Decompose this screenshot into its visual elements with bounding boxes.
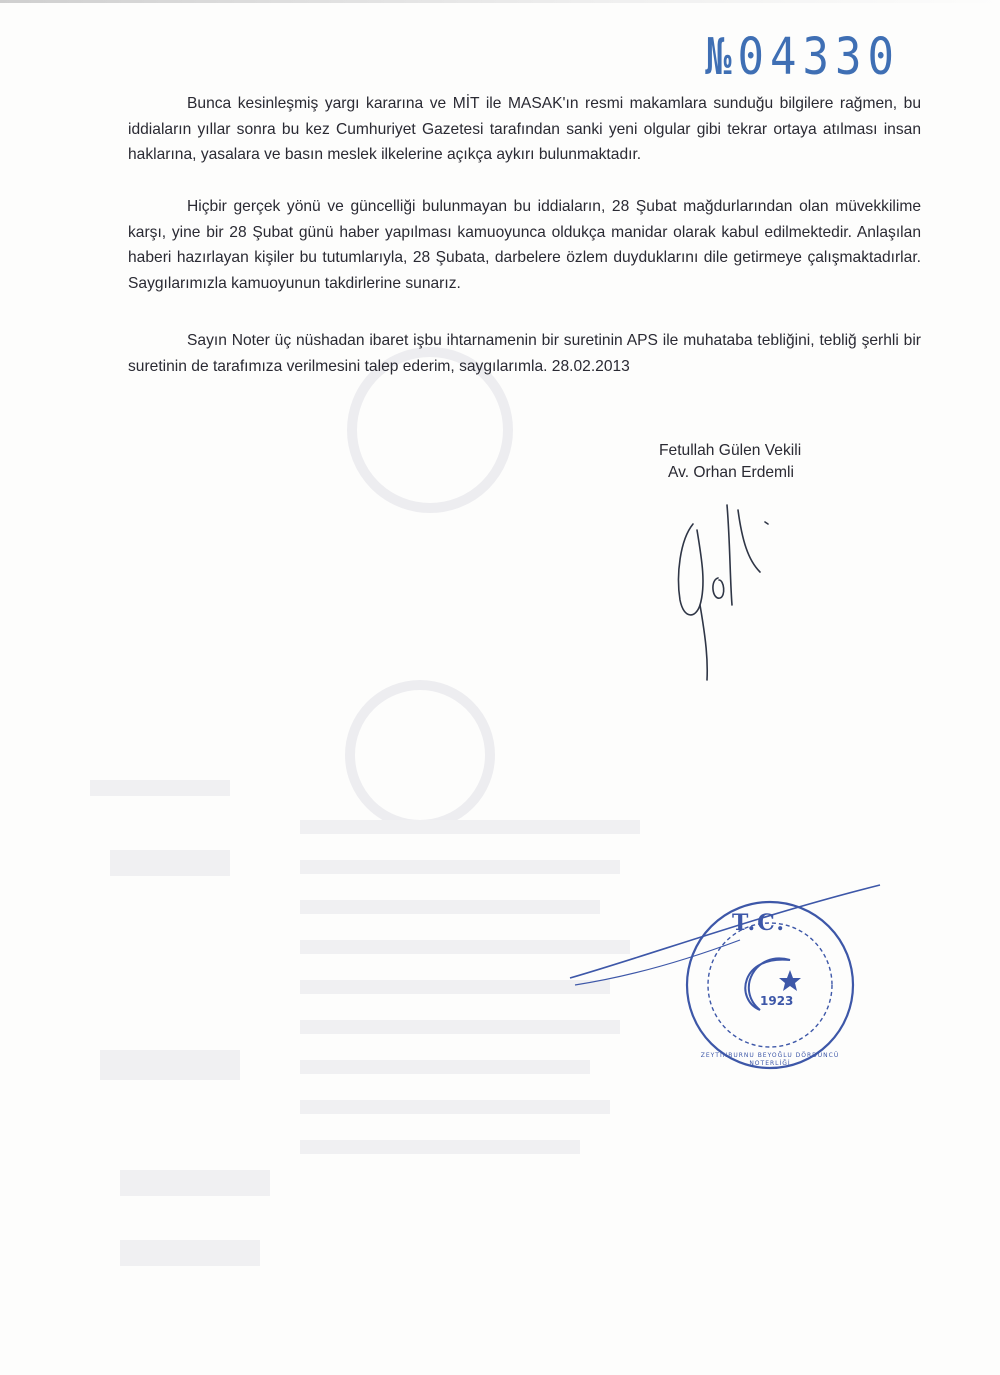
paragraph-3: Sayın Noter üç nüshadan ibaret işbu ihtarnamenin bir suretinin APS ile muhataba tebliğini, tebliğ şerhli bir suretinin de tarafımıza verilmesini talep ederim, saygılarımla. 28.02.2013 [128,332,921,375]
seal-pen-stroke-2 [575,940,740,985]
paragraph-1: Bunca kesinleşmiş yargı kararına ve MİT ile MASAK'ın resmi makamlara sunduğu bilgilere rağmen, bu iddiaların yıllar sonra bu kez Cumhuriyet Gazetesi tarafından sanki yeni olgular gibi tekrar ortaya atılması insan haklarına, yasalara ve basın meslek ilkelerine açıkça aykırı bulunmaktadır. [128,95,921,163]
seal-year: 1923 [760,994,794,1008]
paragraph-2: Hiçbir gerçek yönü ve güncelliği bulunmayan bu iddiaların, 28 Şubat mağdurlarından olan müvekkilime karşı, yine bir 28 Şubat günü haber yapılması kamuoyunca oldukça manidar olarak kabul edilmektedir. Anlaşılan haberi hazırlayan kişiler bu tutumlarıyla, 28 Şubata, darbelere özlem duyduklarını dile getirmeye çalışmaktadırlar. Saygılarımızla kamuoyunun takdirlerine sunarız. [128,198,921,292]
seal-center-text: T.C. [732,910,786,936]
seal-inner-ring [708,923,832,1047]
seal-ring-text: ZEYTİNBURNU BEYOĞLU DÖRDÜNCÜ NOTERLİĞİ [700,1052,840,1067]
seal-star-icon [779,970,801,991]
signatory-name: Av. Orhan Erdemli [668,464,794,481]
document-number-stamp: №04330 [705,28,900,87]
signatory-title: Fetullah Gülen Vekili [659,442,802,459]
